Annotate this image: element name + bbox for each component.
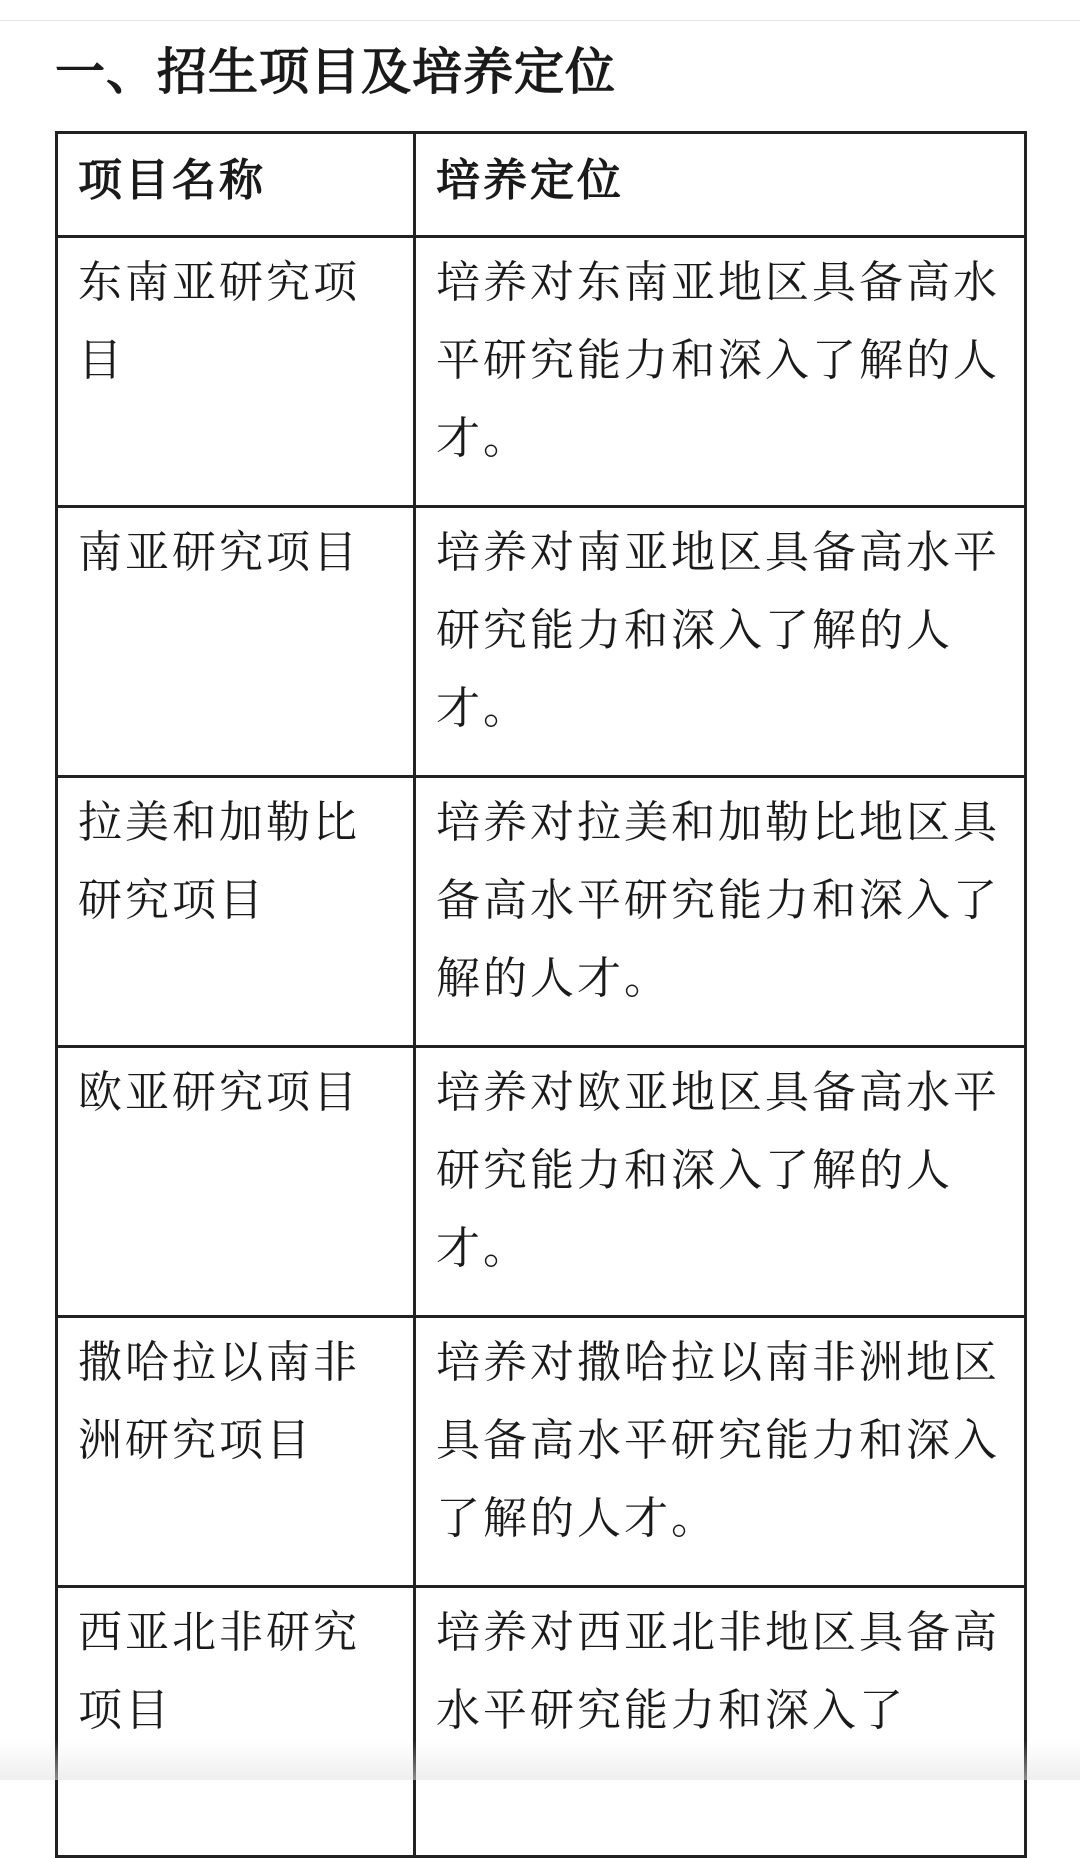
- program-table: [55, 131, 1027, 1858]
- positioning-cell: 培养对欧亚地区具备高水平研究能力和深入了解的人才。: [415, 1047, 1026, 1317]
- project-name-cell: 东南亚研究项目: [57, 237, 415, 507]
- positioning-cell: 培养对拉美和加勒比地区具备高水平研究能力和深入了解的人才。: [415, 777, 1026, 1047]
- table-row: [57, 1317, 1026, 1587]
- top-divider: [0, 20, 1080, 21]
- table-row: [57, 507, 1026, 777]
- positioning-cell: 培养对撒哈拉以南非洲地区具备高水平研究能力和深入了解的人才。: [415, 1317, 1026, 1587]
- table-row: [57, 777, 1026, 1047]
- table-row: [57, 237, 1026, 507]
- project-name-cell: 西亚北非研究项目: [57, 1587, 415, 1857]
- table-row: [57, 1047, 1026, 1317]
- table-header-row: [57, 133, 1026, 237]
- project-name-cell: 南亚研究项目: [57, 507, 415, 777]
- positioning-cell: 培养对东南亚地区具备高水平研究能力和深入了解的人才。: [415, 237, 1026, 507]
- table-row: [57, 1587, 1026, 1857]
- header-project-name: 项目名称: [57, 133, 415, 237]
- header-positioning: 培养定位: [415, 133, 1026, 237]
- section-title: 一、招生项目及培养定位: [55, 43, 616, 101]
- project-name-cell: 拉美和加勒比研究项目: [57, 777, 415, 1047]
- positioning-cell: 培养对南亚地区具备高水平研究能力和深入了解的人才。: [415, 507, 1026, 777]
- project-name-cell: 欧亚研究项目: [57, 1047, 415, 1317]
- project-name-cell: 撒哈拉以南非洲研究项目: [57, 1317, 415, 1587]
- positioning-cell: 培养对西亚北非地区具备高水平研究能力和深入了: [415, 1587, 1026, 1857]
